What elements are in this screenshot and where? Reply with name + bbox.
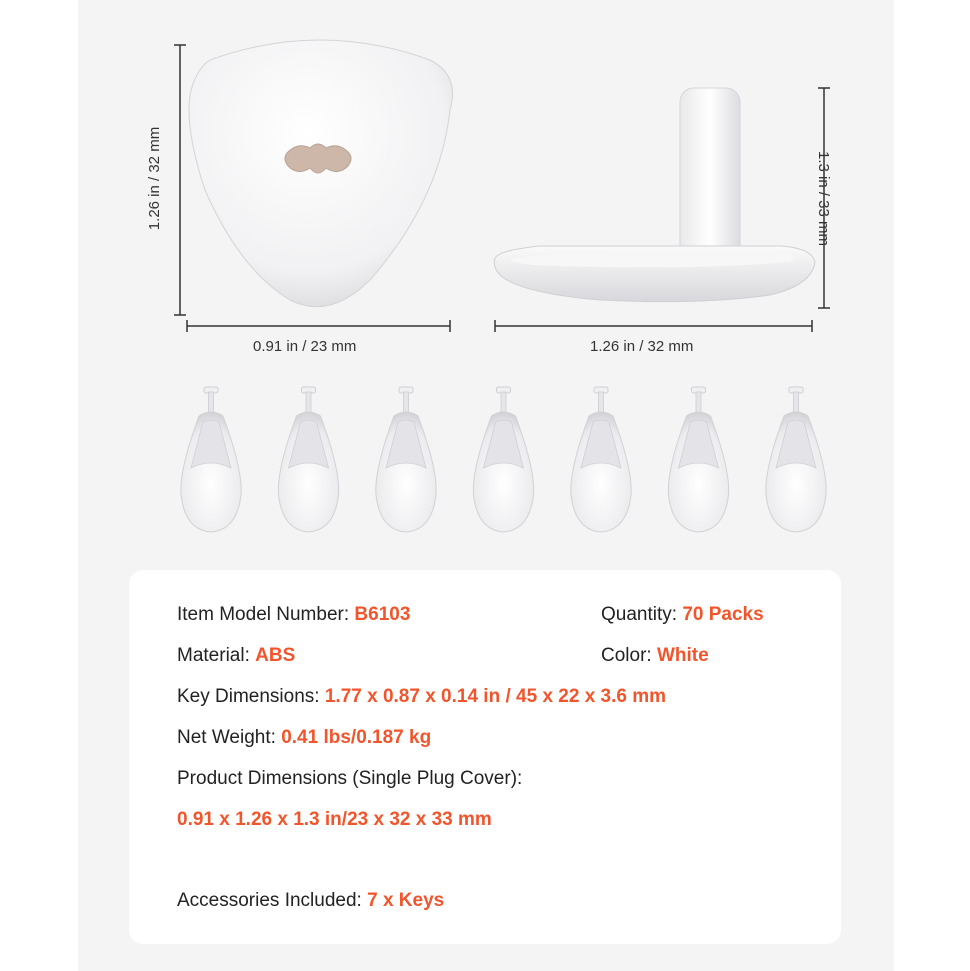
key-dimensions-value: 1.77 x 0.87 x 0.14 in / 45 x 22 x 3.6 mm — [324, 686, 667, 707]
model-number-line — [177, 604, 410, 626]
net-weight-value: 0.41 lbs/0.187 kg — [281, 727, 432, 748]
product-dimensions-value: 0.91 x 1.26 x 1.3 in/23 x 32 x 33 mm — [177, 809, 492, 830]
front-height-label: 1.26 in / 32 mm — [146, 126, 164, 231]
material-value: ABS — [255, 645, 296, 666]
front-width-dimension-line — [187, 320, 450, 332]
color-value: White — [656, 645, 709, 666]
plug-cover-side — [494, 88, 815, 302]
model-number-label: Item Model Number: — [177, 604, 355, 625]
key-icon — [571, 387, 631, 532]
side-width-label: 1.26 in / 32 mm — [590, 338, 694, 355]
side-height-label: 1.3 in / 33 mm — [815, 150, 833, 247]
keys-row — [181, 387, 826, 532]
material-label: Material: — [177, 645, 256, 666]
material-line — [177, 645, 295, 667]
net-weight-line — [177, 727, 431, 749]
key-icon — [376, 387, 436, 532]
key-dimensions-label: Key Dimensions: — [177, 686, 325, 707]
key-icon — [181, 387, 241, 532]
spec-card — [129, 570, 841, 944]
color-label: Color: — [601, 645, 657, 666]
side-width-dimension-line — [495, 320, 812, 332]
product-dimensions-label: Product Dimensions (Single Plug Cover): — [177, 768, 523, 789]
quantity-line — [601, 604, 764, 626]
key-icon — [473, 387, 533, 532]
front-width-label: 0.91 in / 23 mm — [253, 338, 357, 355]
key-icon — [668, 387, 728, 532]
key-icon — [278, 387, 338, 532]
quantity-label: Quantity: — [601, 604, 683, 625]
net-weight-label: Net Weight: — [177, 727, 282, 748]
plug-cover-front — [189, 40, 453, 307]
front-height-dimension-line — [174, 45, 186, 315]
accessories-line — [177, 890, 444, 912]
quantity-value: 70 Packs — [682, 604, 764, 625]
color-line — [601, 645, 709, 667]
key-dimensions-line — [177, 686, 666, 708]
accessories-label: Accessories Included: — [177, 890, 368, 911]
accessories-value: 7 x Keys — [367, 890, 445, 911]
model-number-value: B6103 — [354, 604, 411, 625]
key-icon — [766, 387, 826, 532]
